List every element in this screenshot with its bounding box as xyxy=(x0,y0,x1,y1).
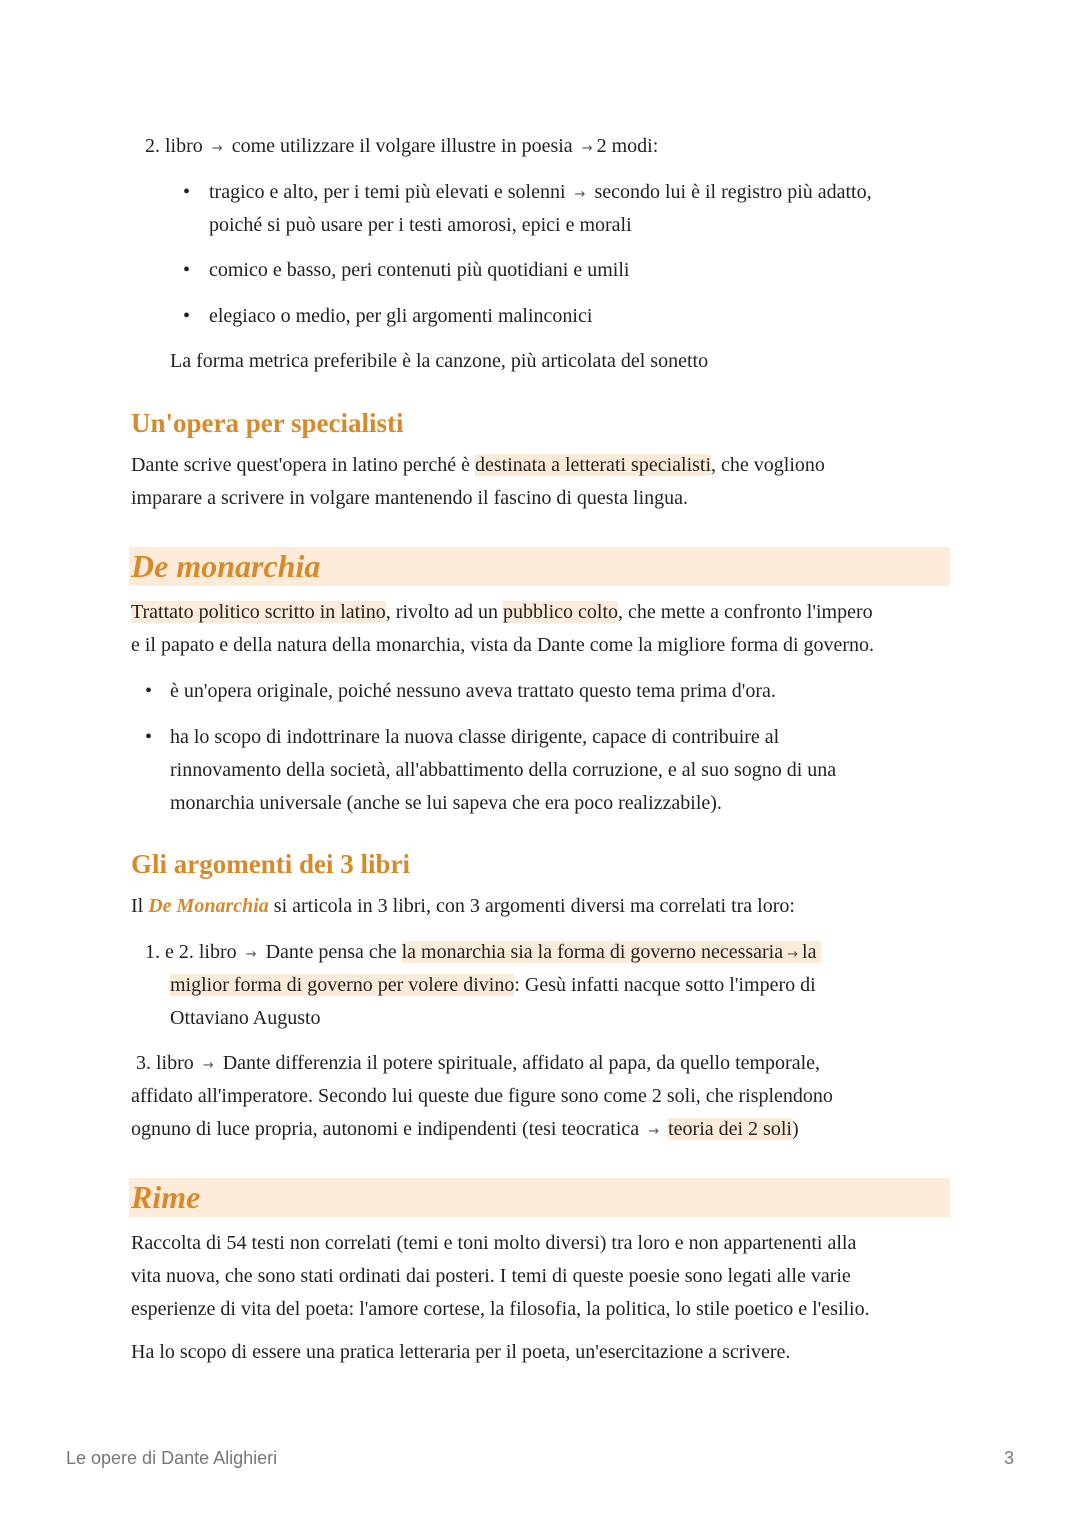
section-heading: Gli argomenti dei 3 libri xyxy=(131,849,410,879)
libro2-text: come utilizzare il volgare illustre in poesia xyxy=(231,135,573,157)
list-item-continuation: poiché si può usare per i testi amorosi, epici e morali xyxy=(209,214,632,236)
text: Il xyxy=(131,895,149,917)
arrow-icon: → xyxy=(202,1058,214,1073)
text: la xyxy=(802,941,817,963)
page-number: 3 xyxy=(1003,1448,1014,1468)
highlight: destinata a letterati specialisti xyxy=(475,454,712,476)
bullet-icon: • xyxy=(145,726,153,748)
list-item: ha lo scopo di indottrinare la nuova classe dirigente, capace di contribuire al xyxy=(170,726,780,748)
arrow-icon: → xyxy=(648,1124,660,1139)
arrow-icon: → xyxy=(245,947,257,962)
highlight xyxy=(402,941,822,963)
list-item xyxy=(145,936,821,971)
section-title: Rime xyxy=(131,1179,201,1215)
paragraph-line: vita nuova, che sono stati ordinati dai posteri. I temi di queste poesie sono legati alle varie xyxy=(131,1265,851,1287)
highlight: pubblico colto xyxy=(503,601,618,623)
list-item: elegiaco o medio, per gli argomenti malinconici xyxy=(209,305,593,327)
text: Dante scrive quest'opera in latino perché è xyxy=(131,454,476,476)
libro2-label: 2. libro xyxy=(145,135,203,157)
section-heading: Un'opera per specialisti xyxy=(131,408,404,438)
emphasis: De Monarchia xyxy=(148,895,269,917)
text: , rivolto ad un xyxy=(385,601,504,623)
list-item-continuation: monarchia universale (anche se lui sapeva che era poco realizzabile). xyxy=(170,792,722,814)
text: : Gesù infatti nacque sotto l'impero di xyxy=(514,974,816,996)
arrow-icon: → xyxy=(574,187,586,202)
list-item-text: tragico e alto, per i temi più elevati e solenni xyxy=(209,181,566,203)
list-item: comico e basso, peri contenuti più quotidiani e umili xyxy=(209,259,630,281)
libro2-modes: 2 modi: xyxy=(596,135,659,157)
text: , che vogliono xyxy=(711,454,825,476)
libro2-line xyxy=(145,130,658,165)
bullet-icon: • xyxy=(145,680,153,702)
paragraph-line: Raccolta di 54 testi non correlati (temi e toni molto diversi) tra loro e non appartenenti alla xyxy=(131,1232,857,1254)
list-item-continuation: Ottaviano Augusto xyxy=(170,1007,321,1029)
arrow-icon: → xyxy=(787,947,799,962)
text: la monarchia sia la forma di governo necessaria xyxy=(401,941,784,963)
heading-band xyxy=(129,1178,950,1217)
closing-paragraph: La forma metrica preferibile è la canzone, più articolata del sonetto xyxy=(170,350,709,372)
arrow-icon: → xyxy=(581,141,593,156)
paragraph-line: affidato all'imperatore. Secondo lui queste due figure sono come 2 soli, che risplendono xyxy=(131,1085,833,1107)
paragraph-line xyxy=(131,1113,799,1148)
text: Dante pensa che xyxy=(265,941,402,963)
list-item-text: secondo lui è il registro più adatto, xyxy=(594,181,872,203)
list-item-continuation xyxy=(170,969,816,1002)
list-item-continuation: rinnovamento della società, all'abbattimento della corruzione, e al suo sogno di una xyxy=(170,759,837,781)
footer-title: Le opere di Dante Alighieri xyxy=(66,1448,278,1468)
paragraph xyxy=(131,890,795,923)
section-title: De monarchia xyxy=(131,548,321,584)
list-item xyxy=(209,176,872,211)
bullet-icon: • xyxy=(183,181,191,203)
bullet-icon: • xyxy=(183,259,191,281)
paragraph xyxy=(136,1047,820,1082)
paragraph-line: e il papato e della natura della monarchia, vista da Dante come la migliore forma di governo. xyxy=(131,634,875,656)
arrow-icon: → xyxy=(211,141,223,156)
highlight: teoria dei 2 soli xyxy=(668,1118,792,1140)
paragraph-line: esperienze di vita del poeta: l'amore cortese, la filosofia, la politica, lo stile poetico e l'esilio. xyxy=(131,1298,870,1320)
text: Dante differenzia il potere spirituale, affidato al papa, da quello temporale, xyxy=(222,1052,821,1074)
text: ognuno di luce propria, autonomi e indipendenti (tesi teocratica xyxy=(131,1118,640,1140)
text: ) xyxy=(791,1118,799,1140)
highlight: Trattato politico scritto in latino xyxy=(131,601,386,623)
text: , che mette a confronto l'impero xyxy=(618,601,873,623)
highlight: miglior forma di governo per volere divino xyxy=(170,974,515,996)
paragraph xyxy=(131,449,825,482)
bullet-icon: • xyxy=(183,305,191,327)
text: si articola in 3 libri, con 3 argomenti diversi ma correlati tra loro: xyxy=(268,895,795,917)
paragraph: Ha lo scopo di essere una pratica letteraria per il poeta, un'esercitazione a scrivere. xyxy=(131,1341,791,1363)
paragraph-line: imparare a scrivere in volgare mantenendo il fascino di questa lingua. xyxy=(131,487,689,509)
list-number: 1. e 2. libro xyxy=(145,941,237,963)
paragraph xyxy=(131,596,873,629)
list-number: 3. libro xyxy=(136,1052,194,1074)
list-item: è un'opera originale, poiché nessuno aveva trattato questo tema prima d'ora. xyxy=(170,680,776,702)
